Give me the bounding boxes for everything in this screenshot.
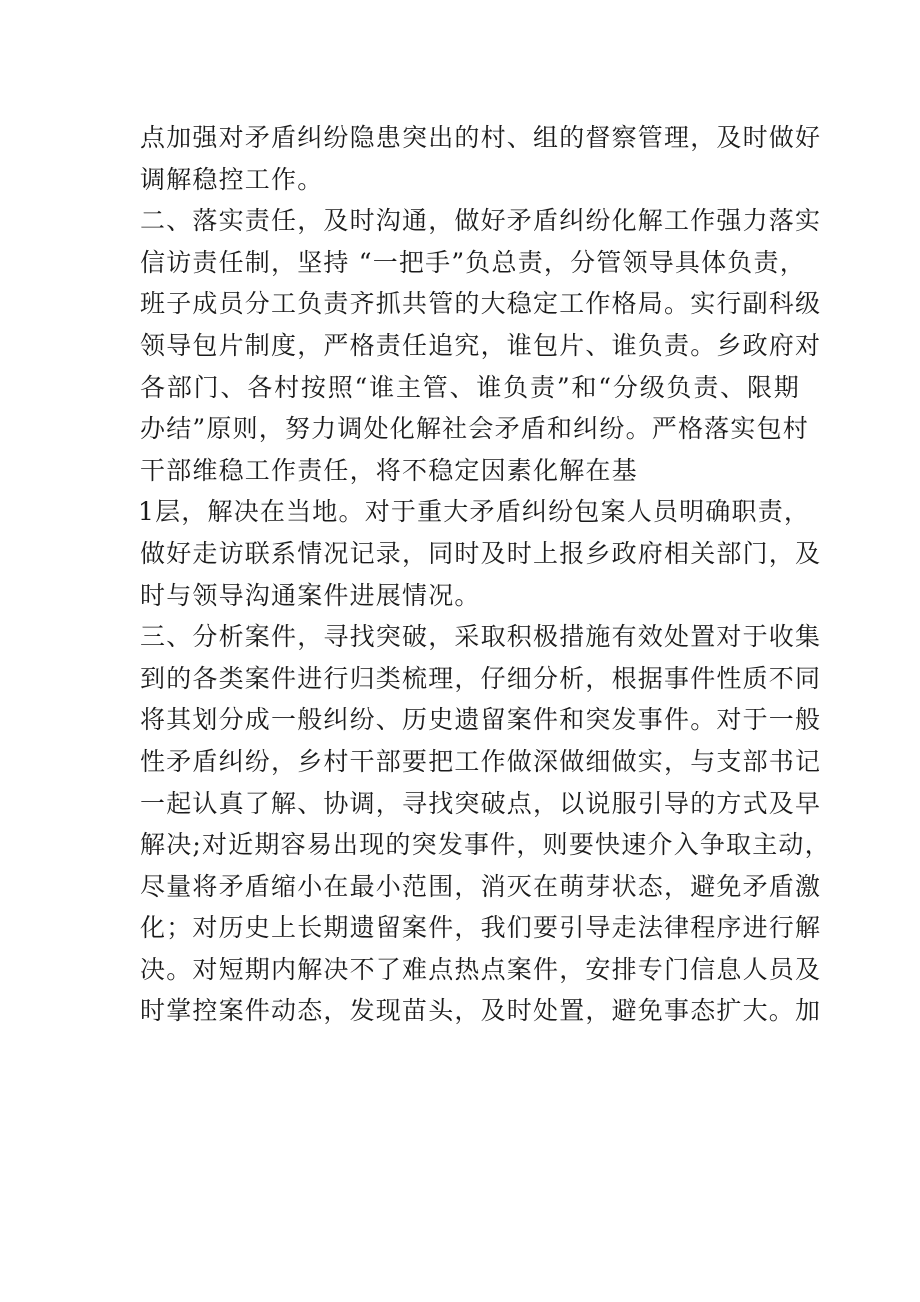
text-line: 干部维稳工作责任，将不稳定因素化解在基 [140,455,638,485]
text-line: 性矛盾纠纷，乡村干部要把工作做深做细做实，与支部书记 [140,746,822,776]
text-line: 将其划分成一般纠纷、历史遗留案件和突发事件。对于一般 [140,705,822,735]
text-line: 调解稳控工作。 [140,164,324,194]
text-line: 尽量将矛盾缩小在最小范围，消灭在萌芽状态，避免矛盾激 [140,871,822,901]
text-line: 做好走访联系情况记录，同时及时上报乡政府相关部门，及 [140,538,822,568]
text-line: 二、落实责任，及时沟通，做好矛盾纠纷化解工作强力落实 [140,206,822,236]
text-line: 化；对历史上长期遗留案件，我们要引导走法律程序进行解 [140,913,822,943]
text-line: 三、分析案件，寻找突破，采取积极措施有效处置对于收集 [140,622,822,652]
text-line: 信访责任制，坚持 “一把手”负总责，分管领导具体负责， [140,247,806,277]
text-line: 各部门、各村按照“谁主管、谁负责”和“分级负责、限期 [140,372,800,402]
text-line: 一起认真了解、协调，寻找突破点，以说服引导的方式及早 [140,788,822,818]
text-line: 点加强对矛盾纠纷隐患突出的村、组的督察管理，及时做好 [140,123,822,152]
document-body [138,117,831,1032]
text-line: 时掌控案件动态，发现苗头，及时处置，避免事态扩大。加 [140,996,822,1026]
text-line: 办结”原则，努力调处化解社会矛盾和纠纷。严格落实包村 [140,414,809,444]
text-line: 班子成员分工负责齐抓共管的大稳定工作格局。实行副科级 [140,289,822,319]
text-line: 到的各类案件进行归类梳理，仔细分析，根据事件性质不同 [140,663,822,693]
text-line: 领导包片制度，严格责任追究，谁包片、谁负责。乡政府对 [140,330,822,360]
text-line: 1层，解决在当地。对于重大矛盾纠纷包案人员明确职责， [138,497,811,527]
text-line: 决。对短期内解决不了难点热点案件，安排专门信息人员及 [140,954,822,984]
text-line: 解决;对近期容易出现的突发事件，则要快速介入争取主动， [140,830,831,860]
text-line: 时与领导沟通案件进展情况。 [140,580,481,610]
